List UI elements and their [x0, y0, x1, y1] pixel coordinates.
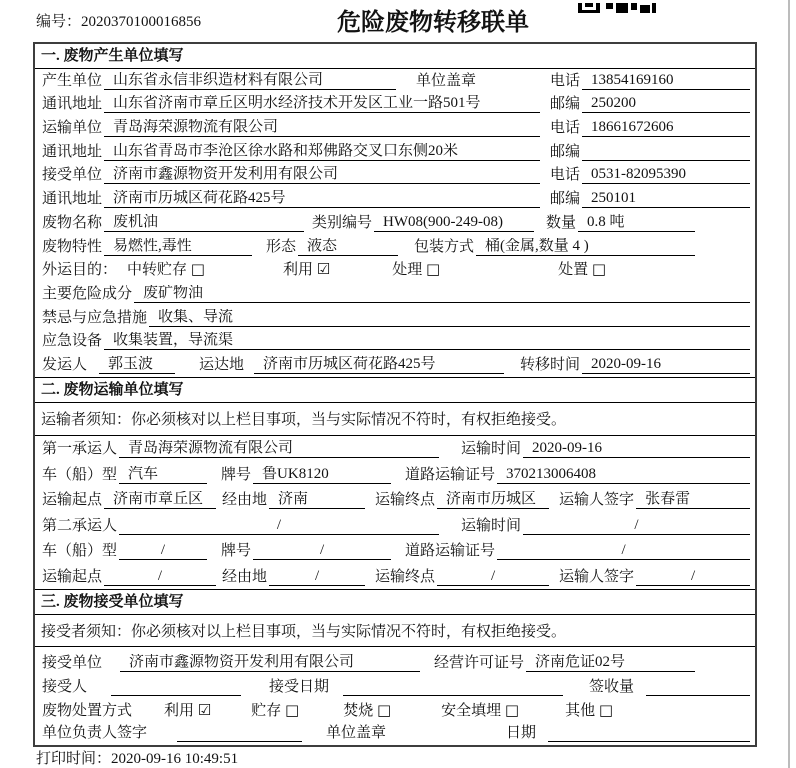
hazard-label: 主要危险成分 [42, 285, 133, 302]
head-sign-label: 单位负责人签字 [42, 724, 148, 741]
producer-address-label: 通讯地址 [42, 96, 103, 113]
date-label: 日期 [506, 724, 537, 741]
road-permit1-label: 道路运输证号 [405, 466, 496, 483]
transport-time2-label: 运输时间 [461, 517, 522, 534]
equipment-value: 收集装置，导流渠 [104, 332, 750, 350]
vehicle2-value: / [119, 542, 207, 560]
row-transporter [35, 116, 755, 140]
recipient-value [111, 679, 241, 696]
receiver-label: 接受单位 [42, 167, 103, 184]
sign1-label: 运输人签字 [559, 492, 635, 509]
receiver-zip-value: 250101 [582, 190, 750, 208]
row-consignor [35, 353, 755, 377]
doc-number [36, 10, 201, 31]
accept-unit-value: 济南市鑫源物资开发利用有限公司 [120, 654, 420, 672]
permit-value: 济南危证02号 [526, 654, 695, 672]
transfer-manifest-form [33, 42, 757, 747]
terminus2-value: / [437, 568, 549, 586]
form-title: 危险废物转移联单 [337, 10, 529, 36]
row-producer [35, 69, 755, 93]
accept-date-label: 接受日期 [269, 678, 330, 695]
row-waste-name [35, 211, 755, 235]
purpose-label: 外运目的： [42, 262, 118, 279]
producer-address-value: 山东省济南市章丘区明水经济技术开发区工业一路501号 [104, 95, 540, 113]
checkbox-disposal-incinerate: □ [376, 700, 392, 719]
road-permit2-value: / [497, 542, 750, 560]
terminus2-label: 运输终点 [375, 568, 436, 585]
row-producer-address [35, 93, 755, 117]
producer-phone-value: 13854169160 [582, 72, 750, 90]
transfer-time-label: 转移时间 [520, 356, 581, 373]
vehicle1-value: 汽车 [119, 466, 207, 484]
road-permit2-label: 道路运输证号 [405, 543, 496, 560]
checkbox-disposal-storage: □ [285, 700, 300, 719]
receiver-zip-label: 邮编 [549, 191, 580, 208]
row-route-2 [35, 563, 755, 589]
disposal-label: 废物处置方式 [42, 702, 133, 719]
accept-stamp-label: 单位盖章 [326, 724, 387, 741]
waste-name-value: 废机油 [104, 214, 304, 232]
form-label: 形态 [266, 238, 297, 255]
plate2-label: 牌号 [221, 543, 252, 560]
via2-value: / [269, 568, 365, 586]
row-purpose [35, 259, 755, 283]
carrier1-value: 青岛海荣源物流有限公司 [119, 440, 439, 458]
via1-label: 经由地 [222, 492, 268, 509]
row-head-signature [35, 723, 755, 745]
producer-value: 山东省永信非织造材料有限公司 [104, 72, 396, 90]
transporter-value: 青岛海荣源物流有限公司 [104, 119, 540, 137]
equipment-label: 应急设备 [42, 333, 103, 350]
transporter-phone-value: 18661672606 [582, 119, 750, 137]
checkbox-disposal-utilize: ☑ [197, 700, 212, 719]
sign2-value: / [636, 568, 750, 586]
row-disposal-method [35, 699, 755, 723]
row-vehicle-2 [35, 538, 755, 564]
checkbox-dispose: □ [591, 260, 607, 279]
vehicle2-label: 车（船）型 [42, 543, 118, 560]
origin1-value: 济南市章丘区 [104, 491, 216, 509]
unit-stamp-label: 单位盖章 [416, 72, 477, 89]
transporter-address-label: 通讯地址 [42, 143, 103, 160]
plate1-value: 鲁UK8120 [253, 466, 391, 484]
row-vehicle-1 [35, 461, 755, 487]
receiver-value: 济南市鑫源物资开发利用有限公司 [104, 166, 540, 184]
carrier1-label: 第一承运人 [42, 441, 118, 458]
terminus1-value: 济南市历城区 [437, 491, 549, 509]
section-1-heading: 一. 废物产生单位填写 [35, 44, 755, 69]
disposal-option-landfill: 安全填埋 □ [441, 700, 520, 719]
checkbox-disposal-landfill: □ [504, 700, 520, 719]
purpose-option-dispose: 处置 □ [558, 260, 607, 279]
transfer-time-value: 2020-09-16 [582, 356, 750, 374]
print-time [36, 747, 238, 768]
via1-value: 济南 [269, 491, 365, 509]
checkbox-treat: □ [425, 260, 441, 279]
section-3-heading: 三. 废物接受单位填写 [35, 589, 755, 615]
doc-number-label: 编号： [36, 14, 82, 30]
doc-number-value: 2020370100016856 [81, 14, 202, 30]
packing-value: 桶(金属,数量 4 ) [476, 238, 695, 256]
hazard-value: 废矿物油 [134, 285, 750, 303]
waste-name-label: 废物名称 [42, 214, 103, 231]
traits-value: 易燃性,毒性 [104, 238, 252, 256]
row-waste-traits [35, 235, 755, 259]
purpose-option-treat: 处理 □ [392, 260, 441, 279]
disposal-option-other: 其他 □ [565, 700, 614, 719]
destination-label: 运达地 [199, 356, 245, 373]
measures-label: 禁忌与应急措施 [42, 309, 148, 326]
received-qty-value [646, 679, 750, 696]
section-2-heading: 二. 废物运输单位填写 [35, 377, 755, 403]
print-time-value: 2020-09-16 10:49:51 [111, 751, 239, 767]
origin2-label: 运输起点 [42, 568, 103, 585]
road-permit1-value: 370213006408 [497, 466, 750, 484]
consignor-value: 郭玉波 [99, 356, 175, 374]
transport-time1-label: 运输时间 [461, 441, 522, 458]
disposal-option-storage: 贮存 □ [251, 700, 300, 719]
accept-unit-label: 接受单位 [42, 654, 103, 671]
producer-zip-value: 250200 [582, 95, 750, 113]
sign1-value: 张春雷 [636, 491, 750, 509]
via2-label: 经由地 [222, 568, 268, 585]
measures-value: 收集、导流 [149, 309, 750, 327]
transport-time1-value: 2020-09-16 [523, 440, 750, 458]
permit-label: 经营许可证号 [434, 654, 525, 671]
row-measures [35, 306, 755, 330]
transporter-label: 运输单位 [42, 120, 103, 137]
row-receiver-address [35, 187, 755, 211]
receiver-phone-value: 0531-82095390 [582, 166, 750, 184]
row-carrier-2 [35, 512, 755, 538]
row-equipment [35, 330, 755, 354]
receiver-address-label: 通讯地址 [42, 191, 103, 208]
checkbox-transfer-storage: □ [190, 260, 205, 279]
packing-label: 包装方式 [414, 238, 475, 255]
origin2-value: / [104, 568, 216, 586]
vehicle1-label: 车（船）型 [42, 466, 118, 483]
transporter-zip-label: 邮编 [549, 143, 580, 160]
row-accept-unit [35, 647, 755, 675]
receiver-notice: 接受者须知：你必须核对以上栏目事项，当与实际情况不符时，有权拒绝接受。 [35, 615, 755, 647]
transporter-notice: 运输者须知：你必须核对以上栏目事项，当与实际情况不符时，有权拒绝接受。 [35, 403, 755, 436]
receiver-address-value: 济南市历城区荷花路425号 [104, 190, 540, 208]
date-value [548, 725, 750, 742]
quantity-value: 0.8 吨 [578, 214, 695, 232]
consignor-label: 发运人 [42, 356, 88, 373]
transporter-address-value: 山东省青岛市李沧区徐水路和郑佛路交叉口东侧20米 [104, 143, 540, 161]
row-carrier-1 [35, 436, 755, 462]
row-transporter-address [35, 140, 755, 164]
row-route-1 [35, 487, 755, 513]
quantity-label: 数量 [546, 214, 577, 231]
category-value: HW08(900-249-08) [374, 214, 534, 232]
recipient-label: 接受人 [42, 678, 88, 695]
transporter-phone-label: 电话 [549, 120, 580, 137]
row-hazard [35, 282, 755, 306]
terminus1-label: 运输终点 [375, 492, 436, 509]
sign2-label: 运输人签字 [559, 568, 635, 585]
traits-label: 废物特性 [42, 238, 103, 255]
accept-date-value [343, 679, 563, 696]
plate1-label: 牌号 [221, 466, 252, 483]
purpose-option-utilize: 利用 ☑ [282, 260, 331, 279]
head-sign-value [177, 725, 302, 742]
category-label: 类别编号 [312, 214, 373, 231]
transporter-zip-value [582, 144, 750, 161]
purpose-option-transfer-storage: 中转贮存 □ [127, 260, 205, 279]
received-qty-label: 签收量 [589, 678, 635, 695]
row-recipient [35, 675, 755, 699]
carrier2-value: / [119, 517, 439, 535]
transport-time2-value: / [523, 517, 750, 535]
receiver-phone-label: 电话 [549, 167, 580, 184]
producer-phone-label: 电话 [549, 72, 580, 89]
disposal-option-incinerate: 焚烧 □ [343, 700, 392, 719]
carrier2-label: 第二承运人 [42, 517, 118, 534]
checkbox-utilize: ☑ [316, 260, 331, 279]
page-edge-line [788, 0, 790, 768]
destination-value: 济南市历城区荷花路425号 [254, 356, 504, 374]
producer-label: 产生单位 [42, 72, 103, 89]
disposal-option-utilize: 利用 ☑ [164, 700, 212, 719]
row-receiver [35, 164, 755, 188]
checkbox-disposal-other: □ [598, 700, 614, 719]
print-time-label: 打印时间： [36, 751, 112, 767]
producer-zip-label: 邮编 [549, 96, 580, 113]
qr-code-fragment [578, 0, 656, 18]
plate2-value: / [253, 542, 391, 560]
form-value: 液态 [298, 238, 398, 256]
origin1-label: 运输起点 [42, 492, 103, 509]
